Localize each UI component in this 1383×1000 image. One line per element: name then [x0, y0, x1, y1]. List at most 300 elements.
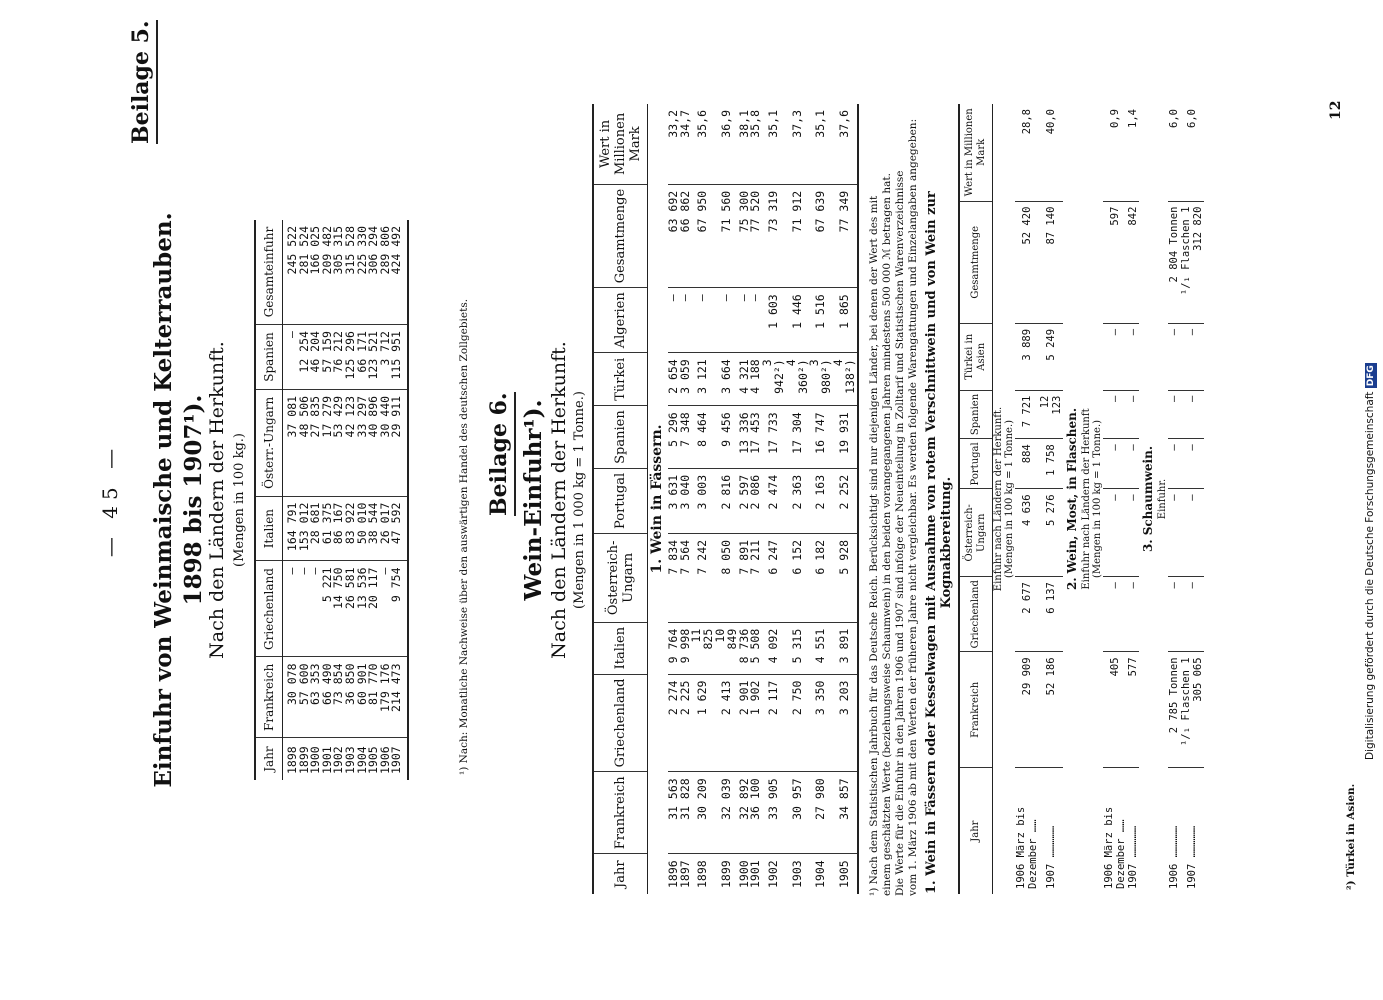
b5-cell: 1902 [331, 746, 346, 774]
section1-title-cont: Kognakbereitung. [939, 476, 954, 609]
b6-cell: 7 242 [691, 533, 715, 622]
s2-cell: — [1127, 489, 1139, 577]
b6-cell: 5 508 [750, 622, 762, 674]
s3-sub: Einfuhr. [1157, 478, 1168, 520]
credit-text: Digitalisierung gefördert durch die Deutsche Forschungsgemeinschaft [1364, 391, 1376, 760]
b5-cell: 214 473 [391, 657, 408, 738]
s1-cell: 28,8 [1015, 104, 1039, 201]
b5-cell: 225 330 [357, 220, 369, 325]
s1-cell: 6 137 [1039, 577, 1063, 652]
b6-cell: 4 321 [739, 353, 751, 406]
b5-cell: 73 854 [333, 657, 345, 738]
s3-cell: 2 785 Tonnen [1168, 652, 1180, 768]
s1-cell: 5 276 [1039, 489, 1063, 577]
b6-row [762, 104, 786, 894]
b5-cell: 57 159 [322, 325, 334, 390]
b6-cell: 3 203 [833, 674, 858, 772]
s1-sub: Einfuhr nach Ländern der Herkunft. [993, 406, 1004, 592]
b6-cell: 1896 [665, 860, 680, 888]
beilage6-notes [868, 96, 920, 896]
b6-section-title-row [648, 104, 668, 894]
s2-sub: Einfuhr nach Ländern der Herkunft [1081, 408, 1092, 590]
b6-cell: 4 360²) [786, 353, 810, 406]
b6-cell: 71 560 [715, 184, 739, 287]
b5-cell: 1906 [377, 746, 392, 774]
b6-note-line: einem geschätzten Werte (beziehungsweise Schaumwein) in den beiden vorangegangenen Jahren mindestens 500 000 ℳ betragen hat. [881, 173, 893, 896]
b6-cell: — [668, 288, 680, 353]
b6-cell: 37,3 [786, 104, 810, 184]
s3-cell: 6,0 [1180, 104, 1204, 201]
s2-unit-row [1092, 104, 1103, 894]
beilage6-title: Wein-Einfuhr¹). [520, 399, 547, 601]
b5-cell: — [283, 325, 299, 390]
b6-cell: 11 825 [691, 622, 715, 674]
s3-cell: — [1168, 489, 1180, 577]
b5-cell: 289 806 [380, 220, 392, 325]
b5-cell: 1904 [354, 746, 369, 774]
b6-cell: 19 931 [833, 406, 858, 469]
s2-cell: 0,9 [1103, 104, 1127, 201]
b6-cell: 2 413 [715, 674, 739, 772]
s2-title: 2. Wein, Most, in Flaschen. [1065, 407, 1079, 591]
s3-row [1180, 104, 1204, 894]
b5-cell: 47 592 [391, 496, 408, 561]
s2-cell: — [1127, 439, 1139, 489]
b5-cell: 61 375 [322, 496, 334, 561]
b5-cell: 5 221 [322, 561, 334, 657]
b5-cell: — [380, 561, 392, 657]
b5-cell: 26 017 [380, 496, 392, 561]
b5-cell: 424 492 [391, 220, 408, 325]
b5-cell: 40 896 [368, 389, 380, 496]
b6-cell: 3 059 [680, 353, 692, 406]
ws-header-2: Griechenland [959, 577, 993, 652]
beilage6-table [592, 104, 859, 894]
b5-cell: 66 490 [322, 657, 334, 738]
beilage5-title: Einfuhr von Weinmaische und Kelterrauben. [150, 212, 177, 788]
s1-cell: 12 123 [1039, 390, 1063, 439]
b6-cell: 31 828 [680, 772, 692, 854]
b6-row [750, 104, 762, 894]
b6-cell: 2 750 [786, 674, 810, 772]
b6-cell: 2 654 [668, 353, 680, 406]
b6-cell: 17 453 [750, 406, 762, 469]
b5-cell: 48 506 [299, 389, 311, 496]
b5-cell: 153 012 [299, 496, 311, 561]
ws-header-6: Türkei in Asien [959, 323, 993, 390]
b6-cell: 3 040 [680, 468, 692, 533]
b5-cell: 86 167 [333, 496, 345, 561]
b6-cell: 9 456 [715, 406, 739, 469]
b5-cell: 20 117 [368, 561, 380, 657]
s3-sub-row [1157, 104, 1168, 894]
s2-cell: 1907 …………… [1127, 825, 1139, 889]
b6-cell: 3 980²) [809, 353, 833, 406]
s3-title-row [1139, 104, 1157, 894]
s2-sub-row [1081, 104, 1092, 894]
b5-cell: 46 204 [310, 325, 322, 390]
b5-cell: 13 536 [357, 561, 369, 657]
b5-cell: 115 951 [391, 325, 408, 390]
s3-cell: — [1168, 323, 1180, 390]
s2-title-row [1063, 104, 1081, 894]
b5-cell: 164 791 [283, 496, 299, 561]
b6-cell: 34,7 [680, 104, 692, 184]
s2-cell: 577 [1127, 652, 1139, 768]
s2-cell: — [1127, 323, 1139, 390]
s1-row [1039, 104, 1063, 894]
ws-header-7: Gesamtmenge [959, 201, 993, 323]
s3-cell: — [1180, 390, 1204, 439]
b6-cell: 2 163 [809, 468, 833, 533]
s3-cell: — [1180, 439, 1204, 489]
b6-cell: 30 957 [786, 772, 810, 854]
b6-header-7: Türkei [593, 353, 648, 406]
b6-header-10: Wert in Millionen Mark [593, 104, 648, 184]
b5-cell: 63 353 [310, 657, 322, 738]
b5-cell: 30 078 [283, 657, 299, 738]
b6-cell: 31 563 [668, 772, 680, 854]
b6-cell: 1 629 [691, 674, 715, 772]
b6-cell: 1899 [718, 860, 733, 888]
b6-row [786, 104, 810, 894]
b6-cell: 5 315 [786, 622, 810, 674]
b6-row [680, 104, 692, 894]
b5-cell: 26 581 [345, 561, 357, 657]
b6-cell: 1 902 [750, 674, 762, 772]
b5-cell: — [283, 561, 299, 657]
b6-cell: 67 639 [809, 184, 833, 287]
b5-cell: 209 482 [322, 220, 334, 325]
b6-cell: 5 296 [668, 406, 680, 469]
b6-cell: 1898 [695, 860, 710, 888]
s1-cell: 5 249 [1039, 323, 1063, 390]
s1-cell: 3 889 [1015, 323, 1039, 390]
b5-cell: 28 681 [310, 496, 322, 561]
b6-cell: — [750, 288, 762, 353]
b5-cell: 42 123 [345, 389, 357, 496]
page-number: — 45 — [98, 442, 122, 558]
b5-cell: 14 750 [333, 561, 345, 657]
b6-cell: 3 121 [691, 353, 715, 406]
beilage5-subtitle: Nach den Ländern der Herkunft. [206, 341, 228, 659]
s3-cell: 1907 …………… [1186, 825, 1198, 889]
b6-cell: 3 664 [715, 353, 739, 406]
b5-cell: 60 901 [357, 657, 369, 738]
beilage6-subtitle: Nach den Ländern der Herkunft. [548, 341, 570, 659]
b6-cell: 3 891 [833, 622, 858, 674]
b5-cell: 1898 [285, 746, 299, 774]
beilage5-label: Beilage 5. [128, 20, 158, 144]
b6-cell: 35,1 [762, 104, 786, 184]
s1-cell: 52 186 [1039, 652, 1063, 768]
b6-cell: 7 564 [680, 533, 692, 622]
b6-cell: 32 039 [715, 772, 739, 854]
s2-cell: — [1127, 390, 1139, 439]
b5-cell: 33 297 [357, 389, 369, 496]
b5-cell: 36 850 [345, 657, 357, 738]
s2-row [1127, 104, 1139, 894]
b6-cell: 35,1 [809, 104, 833, 184]
b5-cell: 245 522 [283, 220, 299, 325]
b6-cell: 6 247 [762, 533, 786, 622]
s2-cell: — [1103, 390, 1127, 439]
b6-cell: 17 304 [786, 406, 810, 469]
section1-heading [924, 191, 954, 894]
b6-cell: 1902 [766, 860, 781, 888]
b6-note-line: Die Werte für die Einfuhr in den Jahren 1906 und 1907 sind infolge der Neueinteilung in Zolltarif und Statistischen Warenverzeichnisse [894, 170, 906, 896]
b6-cell: 75 300 [739, 184, 751, 287]
b6-cell: 1 446 [786, 288, 810, 353]
b6-row [809, 104, 833, 894]
s1-cell: 1 758 [1039, 439, 1063, 489]
s1-cell: 52 420 [1015, 201, 1039, 323]
s2-cell: — [1103, 323, 1127, 390]
b5-cell: 83 922 [345, 496, 357, 561]
s3-cell: 2 804 Tonnen [1168, 201, 1180, 323]
b6-cell: 7 891 [739, 533, 751, 622]
s3-cell: — [1180, 577, 1204, 652]
b6-cell: 4 092 [762, 622, 786, 674]
b6-cell: 35,6 [691, 104, 715, 184]
b6-cell: 1901 [748, 860, 763, 888]
s2-cell: — [1103, 489, 1127, 577]
b6-cell: — [680, 288, 692, 353]
s2-unit: (Mengen in 100 kg = 1 Tonne.) [1092, 419, 1103, 579]
s3-cell: — [1168, 577, 1180, 652]
b5-cell: 38 544 [368, 496, 380, 561]
b6-cell: 8 464 [691, 406, 715, 469]
b6-cell: 1897 [677, 860, 692, 888]
b6-cell: 2 816 [715, 468, 739, 533]
b6-cell: 13 336 [739, 406, 751, 469]
b6-row [715, 104, 739, 894]
b6-cell: 1904 [813, 860, 828, 888]
section1-title: 1. Wein in Fässern oder Kesselwagen mit Ausnahme von rotem Verschnittwein und von Wein zur [924, 191, 939, 894]
b5-cell: 9 754 [391, 561, 408, 657]
b6-cell: 35,8 [750, 104, 762, 184]
s1-cell: 884 [1015, 439, 1039, 489]
b6-cell: 66 862 [680, 184, 692, 287]
b6-header-9: Gesamtmenge [593, 184, 648, 287]
s3-cell: 1906 …………… [1168, 825, 1180, 889]
s3-cell: 6,0 [1168, 104, 1180, 201]
b5-cell: 281 524 [299, 220, 311, 325]
b6-cell: 7 834 [668, 533, 680, 622]
b6-cell: 2 225 [680, 674, 692, 772]
b6-header-0: Jahr [593, 854, 648, 894]
b6-cell: 1 603 [762, 288, 786, 353]
b5-cell: — [299, 561, 311, 657]
b6-cell: 9 998 [680, 622, 692, 674]
b5-cell: 315 528 [345, 220, 357, 325]
b6-cell: 36 100 [750, 772, 762, 854]
b5-cell: 57 600 [299, 657, 311, 738]
beilage5-table [254, 220, 409, 780]
b6-cell: 30 209 [691, 772, 715, 854]
b6-cell: 1900 [736, 860, 751, 888]
s1-cell: 1907 …………… [1045, 825, 1057, 889]
b6-header-3: Italien [593, 622, 648, 674]
b6-cell: 34 857 [833, 772, 858, 854]
s3-cell: — [1180, 489, 1204, 577]
b6-cell: 7 348 [680, 406, 692, 469]
b6-cell: 16 747 [809, 406, 833, 469]
b6-cell: 3 003 [691, 468, 715, 533]
s1-sub-row [993, 104, 1005, 894]
b5-cell: 1903 [342, 746, 357, 774]
s2-cell: — [1103, 577, 1127, 652]
s1-cell: 4 636 [1015, 489, 1039, 577]
s3-row [1168, 104, 1180, 894]
b6-cell: 77 520 [750, 184, 762, 287]
b6-cell: 1 516 [809, 288, 833, 353]
b6-cell: 71 912 [786, 184, 810, 287]
b5-header-0: Jahr [255, 738, 283, 780]
b6-cell: 3 631 [668, 468, 680, 533]
s1-unit: (Mengen in 100 kg = 1 Tonne.) [1004, 419, 1015, 579]
ws-header-1: Frankreich [959, 652, 993, 768]
b6-cell: 17 733 [762, 406, 786, 469]
b6-cell: 3 942²) [762, 353, 786, 406]
b6-cell: — [691, 288, 715, 353]
signature-mark: 12 [1328, 100, 1344, 120]
ws-header-3: Österreich-Ungarn [959, 489, 993, 577]
b6-header-1: Frankreich [593, 772, 648, 854]
b5-cell: 1907 [391, 738, 408, 780]
b6-cell: 1 865 [833, 288, 858, 353]
b6-cell: 3 350 [809, 674, 833, 772]
b6-cell: 2 252 [833, 468, 858, 533]
beilage6-label: Beilage 6. [486, 392, 516, 516]
beilage5-title-years: 1898 bis 1907¹). [180, 394, 207, 606]
s1-cell: 40,0 [1039, 104, 1063, 201]
b6-cell: 8 050 [715, 533, 739, 622]
b6-cell: 4 551 [809, 622, 833, 674]
s3-cell: ¹/₁ Flaschen 1 305 065 [1180, 652, 1204, 768]
b5-cell: 1901 [319, 746, 334, 774]
b6-header-5: Portugal [593, 468, 648, 533]
s1-cell: 2 677 [1015, 577, 1039, 652]
s3-title: 3. Schaumwein. [1141, 445, 1155, 553]
b6-header-6: Spanien [593, 406, 648, 469]
b6-cell: 2 363 [786, 468, 810, 533]
ws-header-5: Spanien [959, 390, 993, 439]
b5-cell: 30 440 [380, 389, 392, 496]
b5-row [391, 220, 408, 780]
s2-cell: 405 [1103, 652, 1127, 768]
s1-cell: 1906 März bis Dezember …… [1015, 806, 1039, 889]
b6-cell: 2 274 [668, 674, 680, 772]
b6-cell: 9 764 [668, 622, 680, 674]
b6-note-line: vom 1. März 1906 ab mit den Werten der früheren Jahre nicht vergleichbar. Es werden folgende Warengattungen und Einzelangaben angegeben: [907, 118, 919, 896]
b6-cell: 67 950 [691, 184, 715, 287]
b6-cell: 37,6 [833, 104, 858, 184]
beilage5-unit: (Mengen in 100 kg.) [232, 433, 247, 567]
b6-cell: 32 892 [739, 772, 751, 854]
b6-header-8: Algerien [593, 288, 648, 353]
ws-header-8: Wert in Millionen Mark [959, 104, 993, 201]
ws-header-4: Portugal [959, 439, 993, 489]
s3-cell: — [1168, 439, 1180, 489]
b6-row [691, 104, 715, 894]
b6-cell: 63 692 [668, 184, 680, 287]
b6-cell: 7 211 [750, 533, 762, 622]
b5-cell: 306 294 [368, 220, 380, 325]
b6-cell: — [715, 288, 739, 353]
b5-cell: 166 025 [310, 220, 322, 325]
b5-cell: 27 835 [310, 389, 322, 496]
b5-header-2: Griechenland [255, 561, 283, 657]
b6-cell: 33 905 [762, 772, 786, 854]
s1-cell: 29 909 [1015, 652, 1039, 768]
b6-cell: 1903 [789, 860, 804, 888]
s1-row [1015, 104, 1039, 894]
b6-cell: 77 349 [833, 184, 858, 287]
b6-cell: 33,2 [668, 104, 680, 184]
b6-header-4: Österreich-Ungarn [593, 533, 648, 622]
b5-header-6: Gesamteinfuhr [255, 220, 283, 325]
b6-cell: 2 117 [762, 674, 786, 772]
s3-cell: — [1168, 390, 1180, 439]
b6-cell: 6 152 [786, 533, 810, 622]
b6-cell: 10 849 [715, 622, 739, 674]
wine-sections-table [958, 104, 1204, 894]
b5-cell: 81 770 [368, 657, 380, 738]
b5-cell: 305 315 [333, 220, 345, 325]
beilage5-footnote: ¹) Nach: Monatliche Nachweise über den auswärtigen Handel des deutschen Zollgebiets. [458, 298, 470, 775]
b5-header-1: Frankreich [255, 657, 283, 738]
b5-cell: — [310, 561, 322, 657]
b6-cell: 2 086 [750, 468, 762, 533]
b6-note-line: ¹) Nach dem Statistischen Jahrbuch für das Deutsche Reich. Berücksichtigt sind nur diejenigen Länder, bei denen der Wert des mit [868, 195, 880, 896]
b6-cell: 8 736 [739, 622, 751, 674]
b6-cell: — [739, 288, 751, 353]
b5-cell: 37 081 [283, 389, 299, 496]
s3-cell: — [1180, 323, 1204, 390]
s2-cell: — [1127, 577, 1139, 652]
b5-cell: 29 911 [391, 389, 408, 496]
b6-cell: 27 980 [809, 772, 833, 854]
s1-cell: 87 140 [1039, 201, 1063, 323]
s3-cell: ¹/₁ Flaschen 1 312 820 [1180, 201, 1204, 323]
b6-cell: 4 138²) [833, 353, 858, 406]
b5-cell: 66 171 [357, 325, 369, 390]
b6-cell: 38,1 [739, 104, 751, 184]
dfg-logo: DFG [1366, 365, 1376, 387]
s2-cell: 1906 März bis Dezember …… [1103, 806, 1127, 889]
b5-cell: 1899 [296, 746, 311, 774]
s2-row [1103, 104, 1127, 894]
b6-cell: 36,9 [715, 104, 739, 184]
s2-cell: 597 [1103, 201, 1127, 323]
b6-cell: 73 319 [762, 184, 786, 287]
b5-header-5: Spanien [255, 325, 283, 390]
b5-cell: 17 279 [322, 389, 334, 496]
b5-cell: 179 176 [380, 657, 392, 738]
b5-cell: 1900 [308, 746, 323, 774]
b6-row [833, 104, 858, 894]
b6-cell: 1905 [833, 854, 858, 894]
s2-cell: 1,4 [1127, 104, 1139, 201]
b5-cell: 3 712 [380, 325, 392, 390]
beilage6-unit: (Mengen in 1 000 kg = 1 Tonne.) [572, 391, 587, 609]
b6-section-title: 1. Wein in Fässern. [649, 424, 665, 574]
s1-unit-row [1004, 104, 1015, 894]
b6-cell: 2 597 [739, 468, 751, 533]
s2-cell: 842 [1127, 201, 1139, 323]
b6-cell: 2 474 [762, 468, 786, 533]
